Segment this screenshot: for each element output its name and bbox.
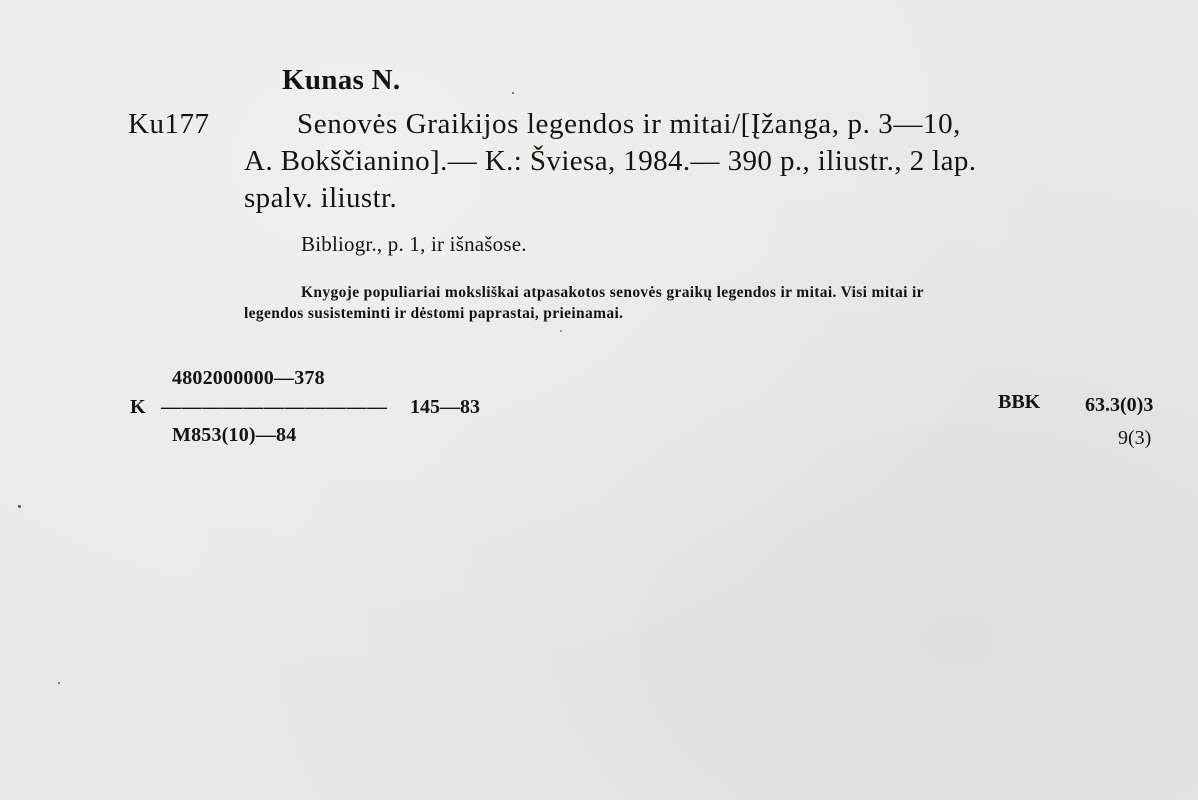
title-line-2: A. Bokščianino].— K.: Šviesa, 1984.— 390 p., iliustr., 2 lap. (244, 145, 977, 177)
annotation-line-2: legendos susisteminti ir dėstomi paprastai, prieinamai. (244, 305, 624, 322)
paper-speck (18, 505, 21, 508)
title-line-1: Senovės Graikijos legendos ir mitai/[Įžanga, p. 3—10, (297, 108, 962, 140)
paper-speck (512, 92, 514, 94)
annotation-line-1: Knygoje populiariai moksliškai atpasakotos senovės graikų legendos ir mitai. Visi mitai ir (301, 284, 924, 301)
paper-speck (58, 682, 60, 684)
title-line-3: spalv. iliustr. (244, 182, 398, 214)
call-number: Ku177 (128, 108, 210, 140)
index-letter: K (130, 396, 146, 418)
bibliography-note: Bibliogr., p. 1, ir išnašose. (301, 232, 527, 256)
bbk-code-primary: 63.3(0)3 (1085, 394, 1154, 416)
index-number: 145—83 (410, 396, 480, 418)
author-heading: Kunas N. (282, 64, 401, 96)
index-denominator: M853(10)—84 (172, 424, 297, 446)
index-fraction-bar: ——————————— (161, 396, 388, 418)
paper-speck (560, 330, 562, 332)
bbk-label: BBK (998, 391, 1041, 413)
index-numerator: 4802000000—378 (172, 367, 325, 389)
bbk-code-secondary: 9(3) (1118, 427, 1152, 449)
